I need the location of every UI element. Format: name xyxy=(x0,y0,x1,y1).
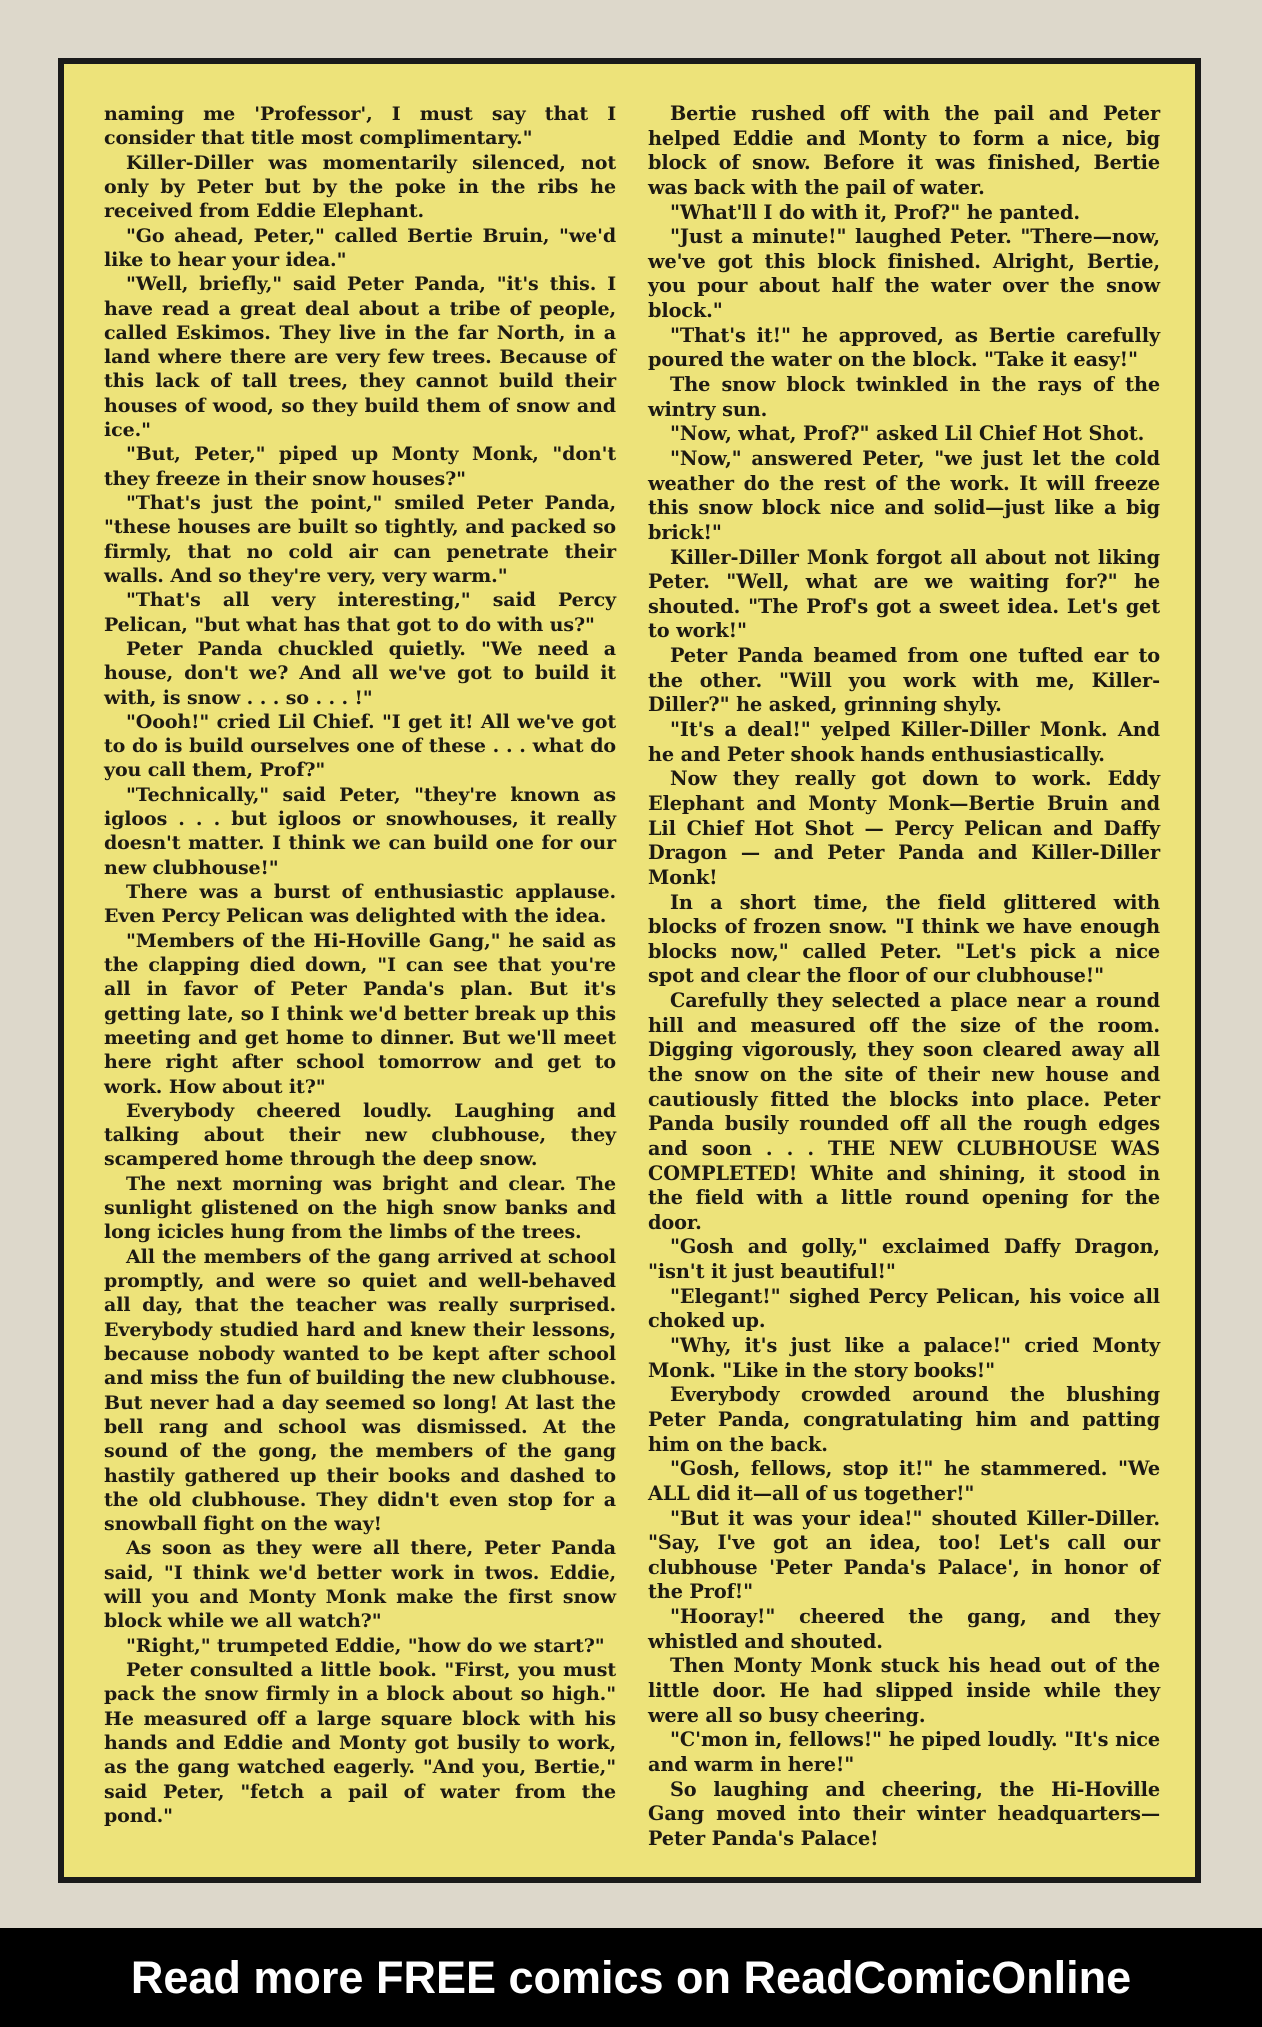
paragraph: "What'll I do with it, Prof?" he panted. xyxy=(670,200,1080,224)
paragraph: "Just a minute!" laughed Peter. "There—now, we've got this block finished. Alright, Bertie, you pour about half the water over the snow block." xyxy=(648,225,1160,323)
paragraph: Then Monty Monk stuck his head out of the little door. He had slipped inside while they were all so busy cheering. xyxy=(648,1654,1160,1727)
paragraph: The snow block twinkled in the rays of the wintry sun. xyxy=(648,373,1160,421)
paragraph: "But, Peter," piped up Monty Monk, "don't they freeze in their snow houses?" xyxy=(104,443,616,490)
right-column xyxy=(648,102,1160,1851)
left-column xyxy=(104,102,616,1828)
paragraph: Bertie rushed off with the pail and Peter helped Eddie and Monty to form a nice, big block of snow. Before it was finished, Bertie was back with the pail of water. xyxy=(648,102,1160,199)
paragraph: "Now, what, Prof?" asked Lil Chief Hot Shot. xyxy=(670,422,1145,446)
paragraph: "Elegant!" sighed Percy Pelican, his voice all choked up. xyxy=(648,1284,1160,1333)
paragraph: "Well, briefly," said Peter Panda, "it's this. I have read a great deal about a tribe of people, called Eskimos. They live in the far North, in a land where there are very few trees. Because of this lack of tall trees, they cannot build their houses of wood, so they build them of snow and ice." xyxy=(104,273,616,442)
paragraph: Peter Panda chuckled quietly. "We need a house, don't we? And all we've got to build it with, is snow . . . so . . . !" xyxy=(104,637,616,709)
paragraph: "Technically," said Peter, "they're known as igloos . . . but igloos or snowhouses, it really doesn't matter. I think we can build one for our new clubhouse!" xyxy=(104,783,616,879)
text-panel xyxy=(58,58,1201,1883)
paragraph: The next morning was bright and clear. The sunlight glistened on the high snow banks and long icicles hung from the limbs of the trees. xyxy=(104,1172,616,1244)
paragraph: All the members of the gang arrived at school promptly, and were so quiet and well-behaved all day, that the teacher was really surprised. Everybody studied hard and knew their lessons, because nobody wanted to be kept after school and miss the fun of building the new clubhouse. But never had a day seemed so long! At last the bell rang and school was dismissed. At the sound of the gong, the members of the gang hastily gathered up their books and dashed to the old clubhouse. They didn't even stop for a snowball fight on the way! xyxy=(104,1245,616,1536)
paragraph: Everybody crowded around the blushing Peter Panda, congratulating him and patting him on the back. xyxy=(648,1383,1160,1456)
paragraph: "That's just the point," smiled Peter Panda, "these houses are built so tightly, and packed so firmly, that no cold air can penetrate their walls. And so they're very, very warm." xyxy=(104,492,616,587)
paragraph: Carefully they selected a place near a round hill and measured off the size of the room. Digging vigorously, they soon cleared away all the snow on the site of their new house and cautiously fitted the blocks into place. Peter Panda busily rounded off all the rough edges and soon . . . THE NEW CLUBHOUSE WAS COMPLETED! White and shining, it stood in the field with a little round opening for the door. xyxy=(648,989,1160,1234)
paragraph: In a short time, the field glittered with blocks of frozen snow. "I think we have enough blocks now," called Peter. "Let's pick a nice spot and clear the floor of our clubhouse!" xyxy=(648,890,1160,988)
paragraph: naming me 'Professor', I must say that I consider that title most complimentary." xyxy=(104,103,616,150)
paragraph: "Hooray!" cheered the gang, and they whistled and shouted. xyxy=(648,1605,1160,1653)
paragraph: Peter consulted a little book. "First, you must pack the snow firmly in a block about so high." He measured off a large square block with his hands and Eddie and Monty got busily to work, as the gang watched eagerly. "And you, Bertie," said Peter, "fetch a pail of water from the pond." xyxy=(104,1659,616,1827)
paragraph: "Oooh!" cried Lil Chief. "I get it! All we've got to do is build ourselves one of these . . . what do you call them, Prof?" xyxy=(104,710,616,782)
paragraph: "Right," trumpeted Eddie, "how do we start?" xyxy=(126,1634,605,1657)
paragraph: Now they really got down to work. Eddy Elephant and Monty Monk—Bertie Bruin and Lil Chief Hot Shot — Percy Pelican and Daffy Dragon — and Peter Panda and Killer-Diller Monk! xyxy=(648,767,1160,889)
paragraph: "But it was your idea!" shouted Killer-Diller. "Say, I've got an idea, too! Let's call our clubhouse 'Peter Panda's Palace', in honor of the Prof!" xyxy=(648,1506,1160,1604)
paragraph: "C'mon in, fellows!" he piped loudly. "It's nice and warm in here!" xyxy=(648,1728,1160,1776)
paragraph: There was a burst of enthusiastic applause. Even Percy Pelican was delighted with the idea. xyxy=(104,881,616,928)
paragraph: "That's it!" he approved, as Bertie carefully poured the water on the block. "Take it easy!" xyxy=(648,323,1160,372)
paragraph: "Go ahead, Peter," called Bertie Bruin, "we'd like to hear your idea." xyxy=(104,224,616,271)
paragraph: Killer-Diller Monk forgot all about not liking Peter. "Well, what are we waiting for?" he shouted. "The Prof's got a sweet idea. Let's get to work!" xyxy=(648,545,1160,643)
paragraph: "Gosh, fellows, stop it!" he stammered. "We ALL did it—all of us together!" xyxy=(648,1457,1160,1505)
paragraph: Killer-Diller was momentarily silenced, not only by Peter but by the poke in the ribs he received from Eddie Elephant. xyxy=(104,151,616,223)
paragraph: As soon as they were all there, Peter Panda said, "I think we'd better work in twos. Eddie, will you and Monty Monk make the first snow block while we all watch?" xyxy=(104,1537,616,1633)
paragraph: So laughing and cheering, the Hi-Hoville Gang moved into their winter headquarters—Peter Panda's Palace! xyxy=(648,1777,1160,1850)
paragraph: Peter Panda beamed from one tufted ear to the other. "Will you work with me, Killer-Diller?" he asked, grinning shyly. xyxy=(648,644,1160,717)
paragraph: "It's a deal!" yelped Killer-Diller Monk. And he and Peter shook hands enthusiastically. xyxy=(648,718,1160,766)
paragraph: "Members of the Hi-Hoville Gang," he said as the clapping died down, "I can see that you're all in favor of Peter Panda's plan. But it's getting late, so I think we'd better break up this meeting and get home to dinner. But we'll meet here right after school tomorrow and get to work. How about it?" xyxy=(104,929,616,1098)
paragraph: "Now," answered Peter, "we just let the cold weather do the rest of the work. It will freeze this snow block nice and solid—just like a big brick!" xyxy=(648,446,1160,544)
paragraph: Everybody cheered loudly. Laughing and talking about their new clubhouse, they scampered home through the deep snow. xyxy=(104,1099,616,1171)
paragraph: "Gosh and golly," exclaimed Daffy Dragon, "isn't it just beautiful!" xyxy=(648,1235,1160,1284)
promo-banner[interactable]: Read more FREE comics on ReadComicOnline xyxy=(0,1928,1262,2027)
paragraph: "Why, it's just like a palace!" cried Monty Monk. "Like in the story books!" xyxy=(648,1334,1160,1382)
paragraph: "That's all very interesting," said Percy Pelican, "but what has that got to do with us?" xyxy=(104,589,616,636)
